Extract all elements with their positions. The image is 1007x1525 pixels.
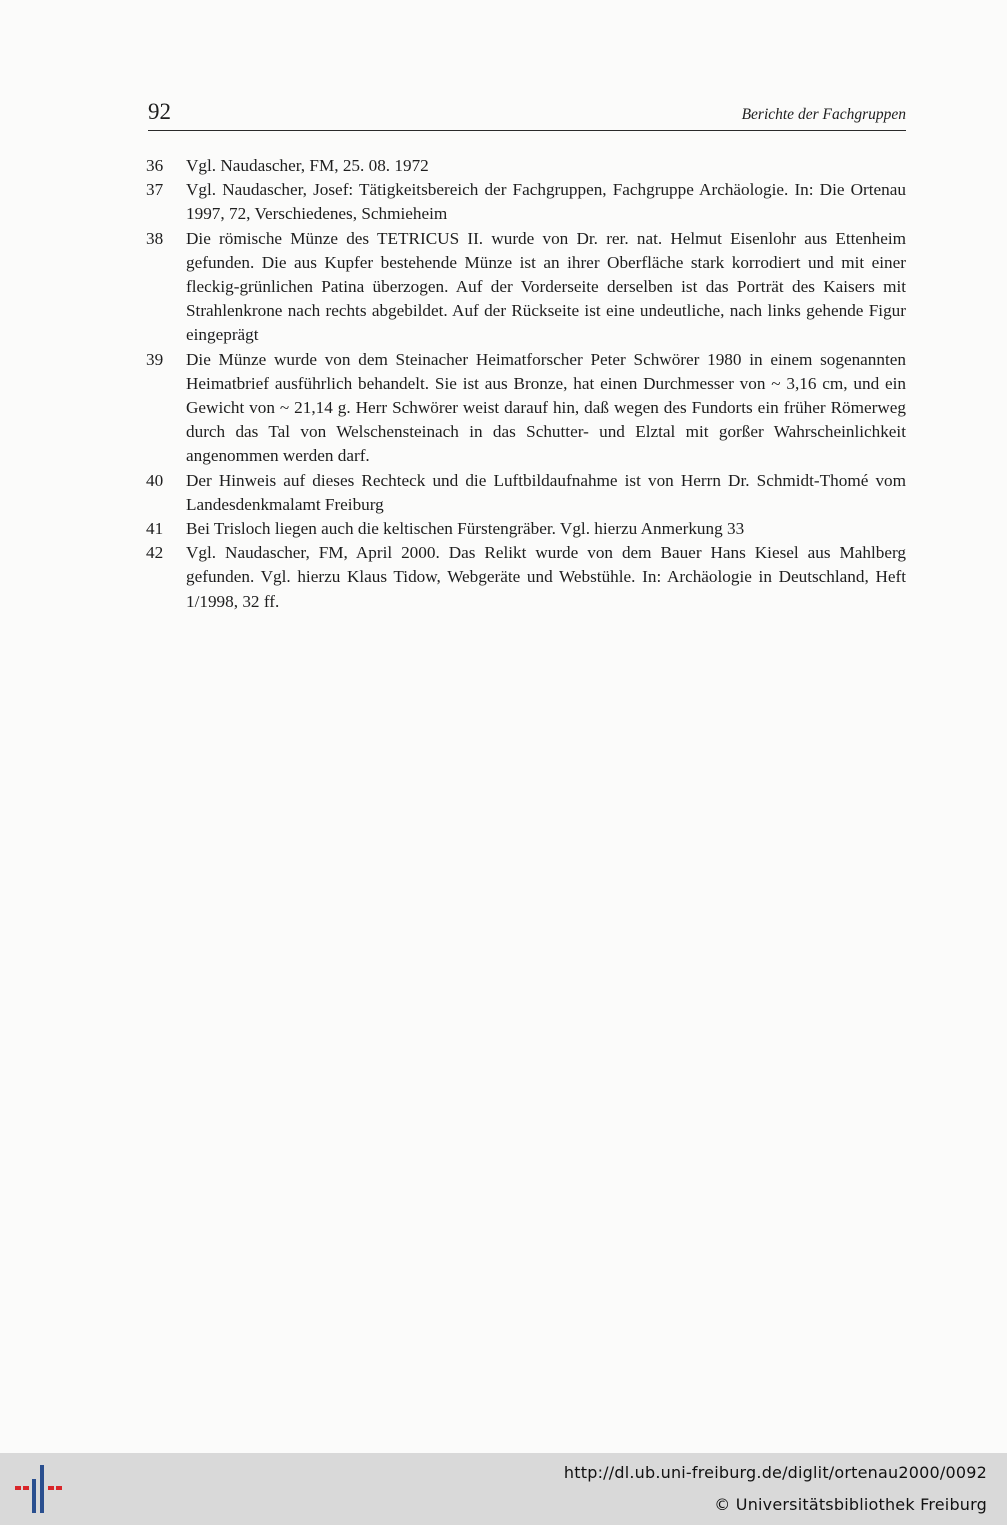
endnote-text: Vgl. Naudascher, Josef: Tätigkeitsbereich der Fachgruppen, Fachgruppe Archäologie. In: Die Ortenau 1997, 72, Verschiedenes, Schmieheim (186, 180, 906, 224)
endnote (146, 517, 906, 541)
endnote-number: 40 (146, 470, 164, 490)
copyright-notice: © Universitätsbibliothek Freiburg (714, 1495, 987, 1514)
source-url-link[interactable]: http://dl.ub.uni-freiburg.de/diglit/ortenau2000/0092 (563, 1463, 987, 1482)
endnote (146, 348, 906, 469)
endnotes-list (146, 154, 906, 614)
running-title: Berichte der Fachgruppen (741, 106, 906, 123)
endnote (146, 178, 906, 226)
endnote (146, 227, 906, 348)
endnote (146, 469, 906, 517)
endnote (146, 154, 906, 178)
endnote-number: 38 (146, 228, 164, 248)
endnote-text: Vgl. Naudascher, FM, 25. 08. 1972 (186, 156, 429, 175)
endnote-text: Der Hinweis auf dieses Rechteck und die Luftbildaufnahme ist von Herrn Dr. Schmidt-Thomé vom Landesdenkmalamt Freiburg (186, 470, 906, 514)
endnote (146, 541, 906, 614)
endnote-number: 39 (146, 349, 164, 369)
endnote-text: Die römische Münze des TETRICUS II. wurde von Dr. rer. nat. Helmut Eisenlohr aus Ettenheim gefunden. Die aus Kupfer bestehende Münze ist an ihrer Oberfläche stark korrodiert und mit einer fleckig-grünlichen Patina überzogen. Auf der Vorderseite derselben ist das Porträt des Kaisers mit Strahlenkrone nach rechts abgebildet. Auf der Rückseite ist eine undeutliche, nach links gehende Figur eingeprägt (186, 228, 906, 345)
endnote-text: Vgl. Naudascher, FM, April 2000. Das Relikt wurde von dem Bauer Hans Kiesel aus Mahlberg gefunden. Vgl. hierzu Klaus Tidow, Webgeräte und Webstühle. In: Archäologie in Deutschland, Heft 1/1998, 32 ff. (186, 543, 906, 611)
ub-freiburg-logo-icon (13, 1465, 63, 1513)
endnote-number: 37 (146, 180, 164, 200)
endnote-text: Die Münze wurde von dem Steinacher Heimatforscher Peter Schwörer 1980 in einem sogenannten Heimatbrief ausführlich behandelt. Sie ist aus Bronze, hat einen Durchmesser von ~ 3,16 cm, und ein Gewicht von ~ 21,14 g. Herr Schwörer weist darauf hin, daß wegen des Fundorts ein früher Römerweg durch das Tal von Welschensteinach in das Schutter- und Elztal mit gorßer Wahrscheinlichkeit angenommen werden darf. (186, 349, 906, 466)
endnote-text: Bei Trisloch liegen auch die keltischen Fürstengräber. Vgl. hierzu Anmerkung 33 (186, 519, 745, 539)
endnote-number: 41 (146, 519, 164, 539)
library-footer (0, 1453, 1007, 1525)
endnote-number: 36 (146, 156, 164, 175)
endnote-number: 42 (146, 543, 164, 563)
page-number: 92 (148, 99, 171, 124)
page-header (148, 96, 906, 131)
